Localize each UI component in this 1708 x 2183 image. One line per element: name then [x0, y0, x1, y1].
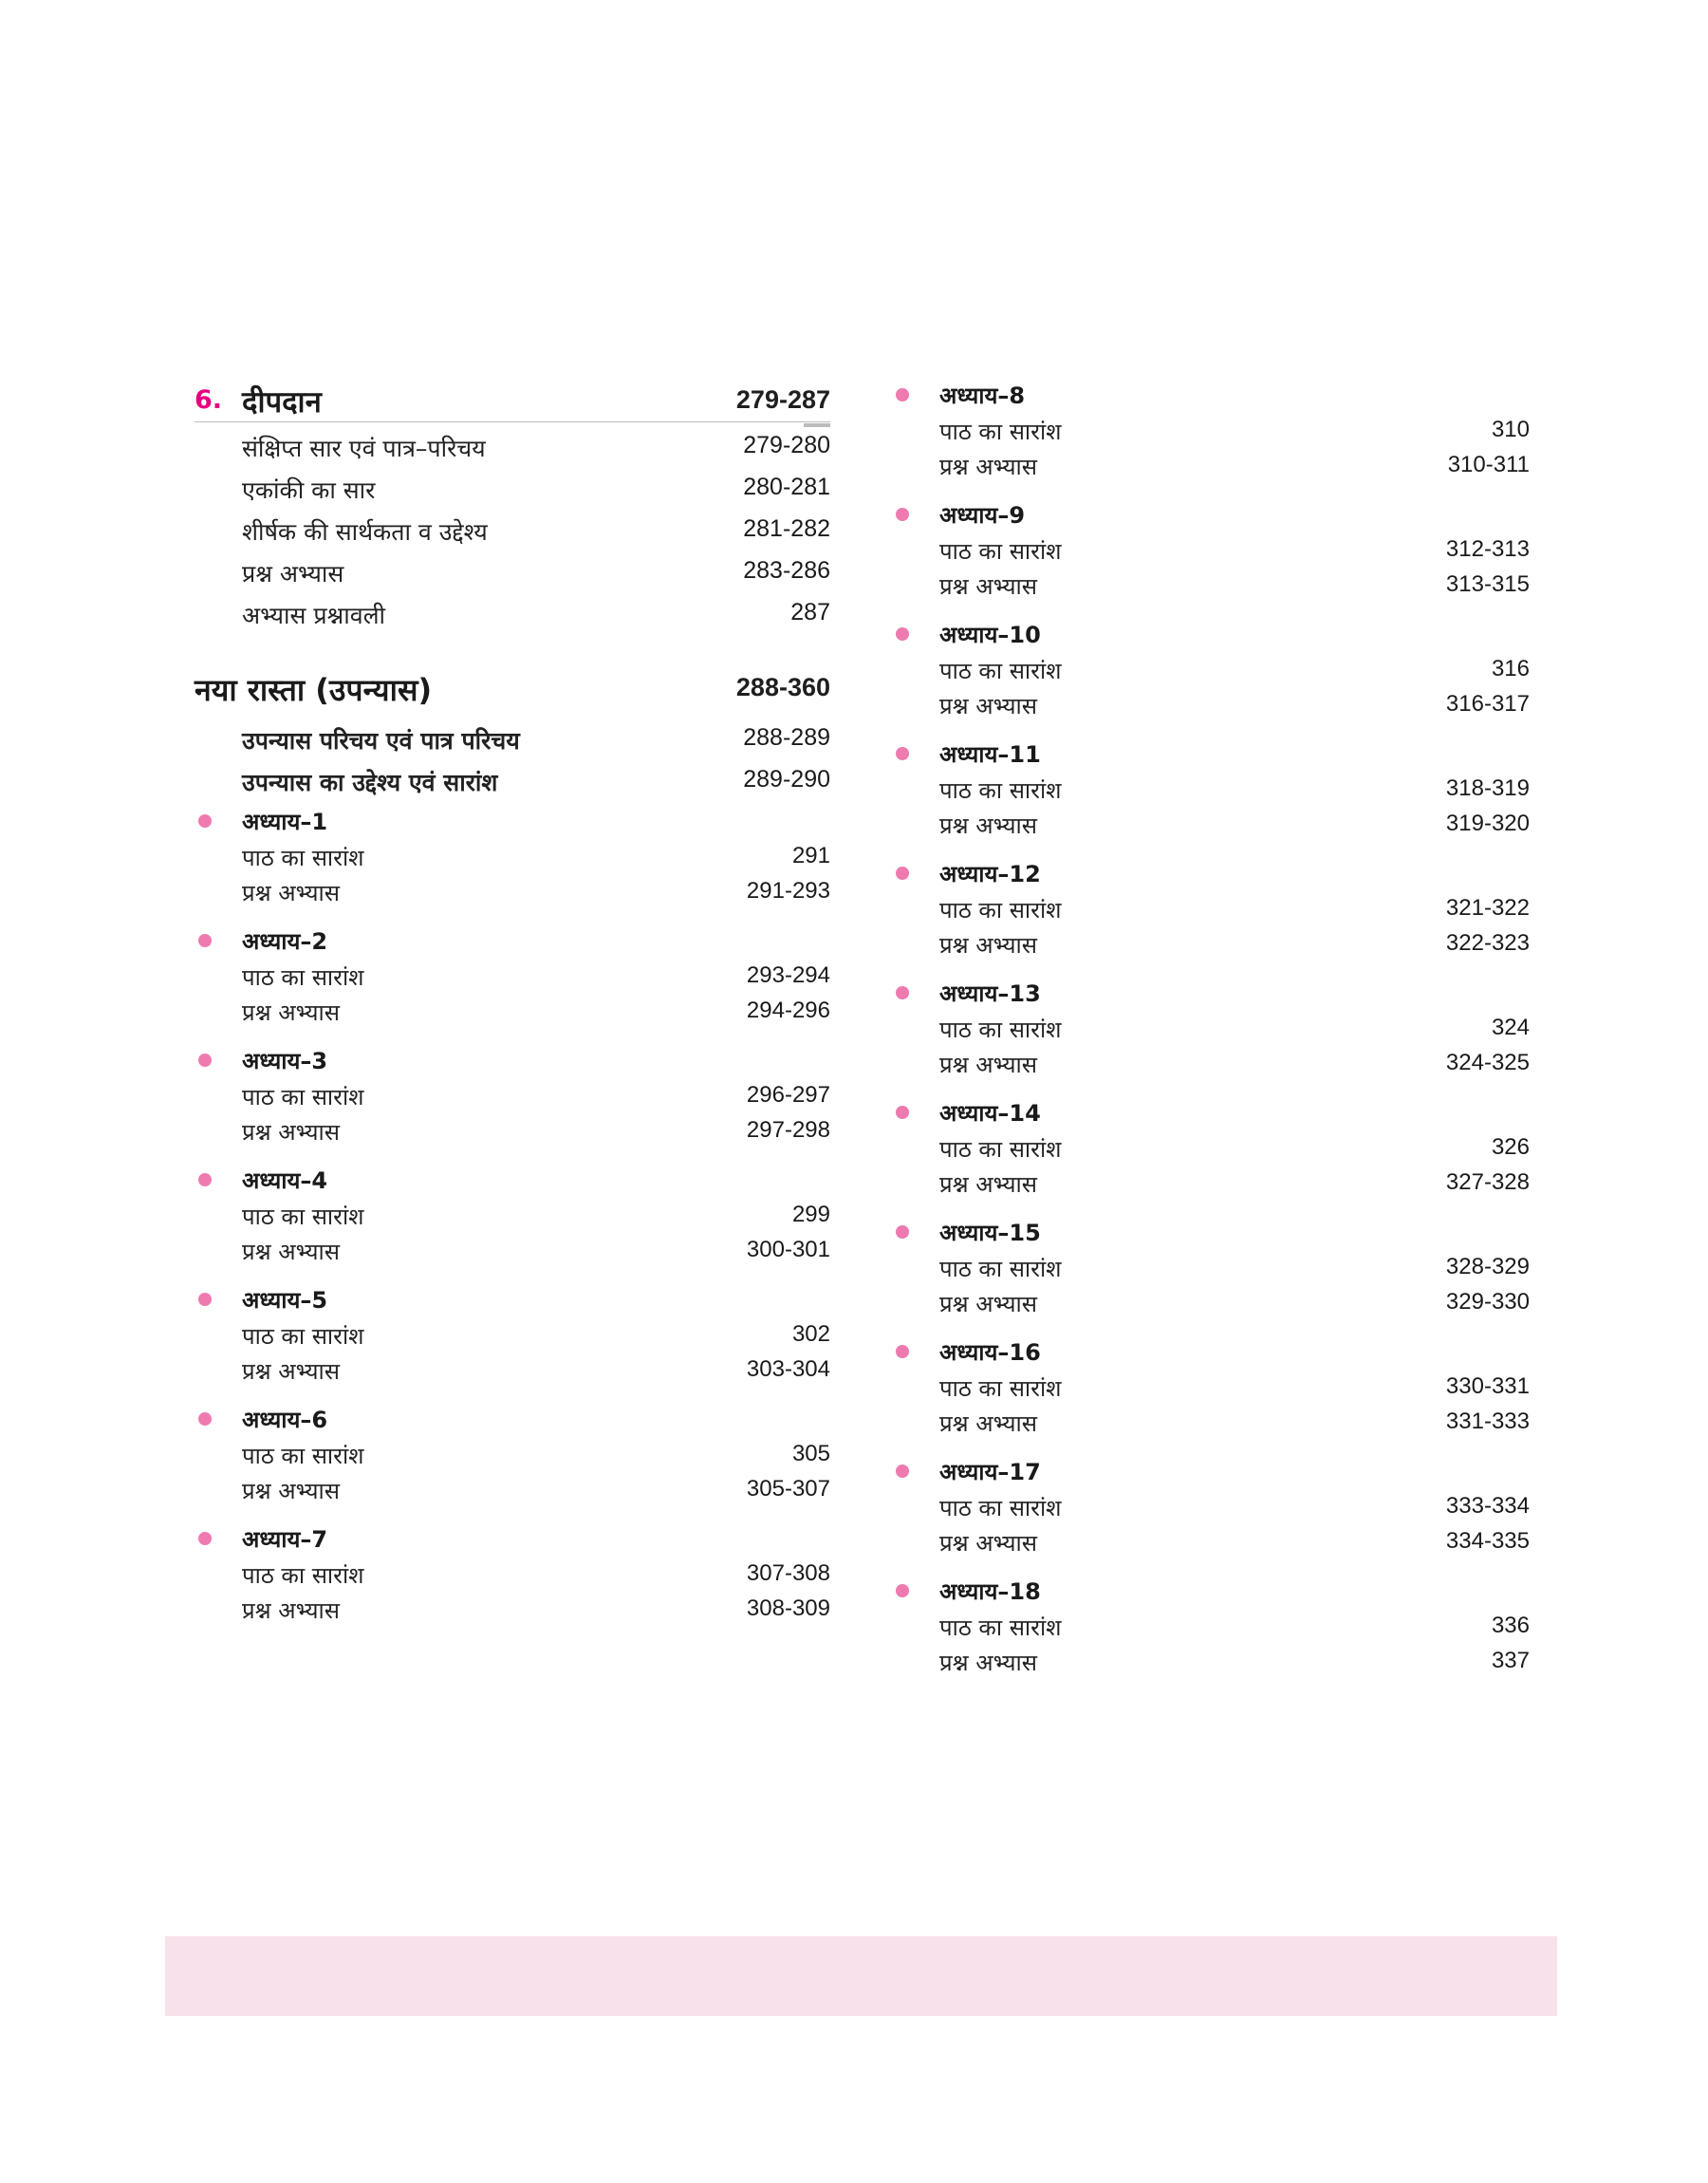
chapter-summary-row[interactable] — [195, 1558, 830, 1593]
bullet-icon — [896, 508, 909, 521]
chapter-summary-row[interactable] — [892, 1012, 1530, 1047]
entry-label: उपन्यास का उद्देश्य एवं सारांश — [242, 769, 498, 796]
entry-pages: 316-317 — [1445, 691, 1530, 717]
entry-pages: 331-333 — [1445, 1409, 1530, 1434]
novel-heading[interactable] — [195, 665, 830, 717]
entry-label: शीर्षक की सार्थकता व उद्देश्य — [242, 518, 488, 546]
chapter-heading[interactable] — [195, 924, 830, 960]
bullet-icon — [896, 1584, 909, 1597]
toc-entry[interactable] — [195, 591, 830, 633]
chapter-heading[interactable] — [892, 1334, 1530, 1371]
chapter-entry — [892, 617, 1530, 723]
entry-label: पाठ का सारांश — [939, 419, 1062, 445]
chapter-heading[interactable] — [195, 804, 830, 840]
bullet-icon — [198, 1532, 212, 1545]
entry-label: प्रश्न अभ्यास — [939, 932, 1037, 959]
chapter-heading[interactable] — [195, 1282, 830, 1318]
entry-pages: 312-313 — [1445, 536, 1530, 562]
bullet-icon — [896, 388, 909, 401]
chapter-exercise-row[interactable] — [892, 1645, 1530, 1680]
entry-pages: 288-289 — [743, 724, 830, 751]
entry-label: प्रश्न अभ्यास — [939, 693, 1037, 719]
chapter-title: अध्याय–2 — [242, 928, 328, 955]
chapter-title: अध्याय–9 — [939, 502, 1026, 529]
entry-pages: 289-290 — [743, 766, 830, 793]
entry-pages: 287 — [790, 599, 830, 625]
chapter-heading[interactable] — [195, 1402, 830, 1438]
entry-pages: 313-315 — [1445, 571, 1530, 597]
entry-label: पाठ का सारांश — [242, 964, 364, 991]
chapter-entry — [195, 1521, 830, 1628]
section-pages: 279-287 — [735, 385, 830, 414]
chapter-entry — [195, 1043, 830, 1149]
entry-pages: 333-334 — [1445, 1493, 1530, 1519]
entry-label: प्रश्न अभ्यास — [939, 1410, 1037, 1437]
entry-pages: 305 — [791, 1441, 830, 1466]
bullet-icon — [896, 747, 909, 760]
chapter-heading[interactable] — [892, 856, 1530, 892]
chapter-heading[interactable] — [892, 378, 1530, 414]
chapter-entry — [195, 1402, 830, 1508]
entry-label: पाठ का सारांश — [939, 538, 1062, 565]
entry-pages: 308-309 — [746, 1595, 830, 1621]
entry-label: प्रश्न अभ्यास — [939, 1171, 1037, 1198]
entry-label: प्रश्न अभ्यास — [939, 1052, 1037, 1078]
entry-pages: 296-297 — [746, 1082, 830, 1108]
chapter-entry — [892, 1334, 1530, 1441]
entry-pages: 279-280 — [743, 432, 830, 458]
chapter-exercise-row[interactable] — [195, 995, 830, 1030]
chapter-title: अध्याय–8 — [939, 382, 1026, 409]
chapter-list-left — [195, 804, 830, 1628]
chapter-entry — [195, 1163, 830, 1269]
entry-pages: 283-286 — [743, 557, 830, 584]
chapter-summary-row[interactable] — [195, 1199, 830, 1234]
entry-pages: 291 — [791, 843, 830, 868]
chapter-entry — [195, 1282, 830, 1389]
chapter-summary-row[interactable] — [892, 653, 1530, 688]
toc-entry[interactable] — [195, 424, 830, 466]
chapter-title: अध्याय–1 — [242, 809, 328, 835]
chapter-heading[interactable] — [892, 1215, 1530, 1251]
entry-pages: 324 — [1491, 1015, 1530, 1040]
chapter-heading[interactable] — [892, 1454, 1530, 1490]
chapter-summary-row[interactable] — [195, 1079, 830, 1114]
section-title: दीपदान — [242, 385, 322, 420]
section-number: 6. — [195, 385, 223, 415]
bullet-icon — [198, 1054, 212, 1067]
chapter-entry — [195, 924, 830, 1030]
bullet-icon — [198, 814, 212, 828]
entry-label: प्रश्न अभ्यास — [242, 1119, 340, 1146]
bullet-icon — [198, 934, 212, 947]
bullet-icon — [896, 1106, 909, 1119]
chapter-exercise-row[interactable] — [195, 1234, 830, 1269]
toc-entry[interactable] — [195, 550, 830, 591]
entry-pages: 299 — [791, 1202, 830, 1227]
entry-label: पाठ का सारांश — [242, 1084, 364, 1110]
chapter-summary-row[interactable] — [892, 1251, 1530, 1286]
entry-label: प्रश्न अभ्यास — [242, 880, 340, 906]
chapter-summary-row[interactable] — [892, 533, 1530, 569]
chapter-title: अध्याय–10 — [939, 622, 1041, 648]
entry-pages: 300-301 — [746, 1237, 830, 1262]
entry-pages: 291-293 — [746, 878, 830, 904]
entry-label: पाठ का सारांश — [939, 897, 1062, 924]
chapter-title: अध्याय–3 — [242, 1048, 328, 1074]
chapter-heading[interactable] — [892, 1574, 1530, 1610]
chapter-exercise-row[interactable] — [195, 1114, 830, 1149]
entry-label: पाठ का सारांश — [939, 658, 1062, 684]
chapter-exercise-row[interactable] — [195, 875, 830, 910]
entry-label: पाठ का सारांश — [939, 1495, 1062, 1521]
entry-label: पाठ का सारांश — [242, 1203, 364, 1230]
entry-label: अभ्यास प्रश्नावली — [242, 602, 386, 629]
chapter-title: अध्याय–15 — [939, 1220, 1041, 1246]
entry-pages: 334-335 — [1445, 1528, 1530, 1554]
chapter-summary-row[interactable] — [892, 1131, 1530, 1166]
chapter-exercise-row[interactable] — [892, 1047, 1530, 1082]
entry-label: प्रश्न अभ्यास — [939, 573, 1037, 600]
chapter-summary-row[interactable] — [892, 1610, 1530, 1645]
entry-pages: 316 — [1491, 656, 1530, 681]
toc-entry[interactable] — [195, 758, 830, 800]
chapter-exercise-row[interactable] — [195, 1473, 830, 1508]
chapter-exercise-row[interactable] — [892, 1166, 1530, 1202]
chapter-entry — [892, 1454, 1530, 1560]
bullet-icon — [896, 627, 909, 641]
chapter-summary-row[interactable] — [892, 892, 1530, 927]
chapter-exercise-row[interactable] — [892, 1525, 1530, 1560]
entry-label: प्रश्न अभ्यास — [939, 812, 1037, 839]
chapter-heading[interactable] — [195, 1163, 830, 1199]
entry-pages: 322-323 — [1445, 930, 1530, 956]
entry-pages: 327-328 — [1445, 1169, 1530, 1195]
entry-label: पाठ का सारांश — [939, 1017, 1062, 1043]
entry-label: उपन्यास परिचय एवं पात्र परिचय — [242, 727, 520, 755]
entry-label: संक्षिप्त सार एवं पात्र–परिचय — [242, 435, 486, 462]
novel-title: नया रास्ता (उपन्यास) — [195, 672, 433, 708]
entry-pages: 326 — [1491, 1134, 1530, 1160]
chapter-exercise-row[interactable] — [892, 449, 1530, 484]
entry-label: पाठ का सारांश — [939, 1375, 1062, 1402]
toc-entry[interactable] — [195, 508, 830, 550]
entry-pages: 328-329 — [1445, 1254, 1530, 1279]
entry-pages: 329-330 — [1445, 1289, 1530, 1315]
entry-pages: 337 — [1491, 1648, 1530, 1673]
chapter-summary-row[interactable] — [892, 773, 1530, 808]
entry-label: पाठ का सारांश — [939, 777, 1062, 804]
chapter-entry — [892, 497, 1530, 604]
chapter-exercise-row[interactable] — [892, 1286, 1530, 1321]
chapter-entry — [892, 856, 1530, 962]
chapter-title: अध्याय–5 — [242, 1287, 328, 1314]
chapter-summary-row[interactable] — [195, 840, 830, 875]
chapter-title: अध्याय–14 — [939, 1100, 1041, 1127]
entry-label: प्रश्न अभ्यास — [242, 999, 340, 1026]
chapter-exercise-row[interactable] — [892, 808, 1530, 843]
entry-pages: 280-281 — [743, 474, 830, 500]
entry-pages: 293-294 — [746, 962, 830, 988]
entry-pages: 297-298 — [746, 1117, 830, 1143]
chapter-summary-row[interactable] — [195, 1318, 830, 1353]
chapter-list-right — [892, 378, 1530, 1680]
chapter-entry — [892, 1095, 1530, 1202]
chapter-exercise-row[interactable] — [892, 927, 1530, 962]
chapter-title: अध्याय–11 — [939, 741, 1041, 768]
chapter-heading[interactable] — [892, 737, 1530, 773]
entry-pages: 330-331 — [1445, 1373, 1530, 1399]
bullet-icon — [198, 1173, 212, 1186]
toc-right-column — [892, 378, 1530, 1693]
chapter-entry — [892, 378, 1530, 484]
section-6-heading[interactable] — [195, 380, 830, 422]
chapter-heading[interactable] — [195, 1043, 830, 1079]
toc-left-column — [195, 380, 830, 1641]
entry-label: पाठ का सारांश — [939, 1256, 1062, 1282]
chapter-entry — [195, 804, 830, 910]
entry-label: प्रश्न अभ्यास — [242, 560, 344, 588]
entry-label: प्रश्न अभ्यास — [939, 1530, 1037, 1557]
entry-pages: 321-322 — [1445, 895, 1530, 921]
chapter-exercise-row[interactable] — [195, 1593, 830, 1628]
chapter-summary-row[interactable] — [892, 1371, 1530, 1406]
bullet-icon — [198, 1293, 212, 1306]
entry-label: प्रश्न अभ्यास — [242, 1597, 340, 1624]
chapter-heading[interactable] — [892, 976, 1530, 1012]
chapter-title: अध्याय–4 — [242, 1167, 328, 1194]
chapter-heading[interactable] — [892, 617, 1530, 653]
chapter-title: अध्याय–17 — [939, 1459, 1041, 1485]
entry-pages: 294-296 — [746, 998, 830, 1023]
bullet-icon — [896, 867, 909, 880]
footer-band — [165, 1936, 1557, 2016]
bullet-icon — [896, 1465, 909, 1478]
entry-pages: 281-282 — [743, 515, 830, 542]
entry-label: प्रश्न अभ्यास — [242, 1358, 340, 1385]
chapter-heading[interactable] — [892, 497, 1530, 533]
chapter-exercise-row[interactable] — [892, 1406, 1530, 1441]
chapter-title: अध्याय–18 — [939, 1578, 1041, 1605]
entry-label: पाठ का सारांश — [242, 845, 364, 871]
bullet-icon — [896, 1225, 909, 1239]
chapter-heading[interactable] — [195, 1521, 830, 1558]
entry-pages: 310 — [1491, 417, 1530, 442]
chapter-summary-row[interactable] — [892, 414, 1530, 449]
entry-pages: 305-307 — [746, 1476, 830, 1502]
chapter-title: अध्याय–6 — [242, 1407, 328, 1433]
entry-pages: 302 — [791, 1321, 830, 1347]
entry-label: एकांकी का सार — [242, 476, 376, 504]
entry-label: पाठ का सारांश — [242, 1443, 364, 1469]
chapter-heading[interactable] — [892, 1095, 1530, 1131]
entry-label: पाठ का सारांश — [242, 1562, 364, 1589]
chapter-exercise-row[interactable] — [892, 569, 1530, 604]
entry-label: पाठ का सारांश — [939, 1136, 1062, 1163]
entry-label: प्रश्न अभ्यास — [939, 454, 1037, 480]
bullet-icon — [896, 986, 909, 999]
novel-pages: 288-360 — [735, 673, 830, 701]
entry-label: प्रश्न अभ्यास — [939, 1291, 1037, 1317]
chapter-entry — [892, 1574, 1530, 1680]
entry-pages: 307-308 — [746, 1560, 830, 1586]
entry-label: पाठ का सारांश — [242, 1323, 364, 1350]
entry-label: पाठ का सारांश — [939, 1614, 1062, 1641]
chapter-title: अध्याय–16 — [939, 1339, 1041, 1366]
chapter-exercise-row[interactable] — [892, 688, 1530, 723]
bullet-icon — [896, 1345, 909, 1358]
chapter-entry — [892, 976, 1530, 1082]
bullet-icon — [198, 1412, 212, 1426]
entry-pages: 324-325 — [1445, 1050, 1530, 1075]
entry-pages: 319-320 — [1445, 811, 1530, 836]
chapter-entry — [892, 1215, 1530, 1321]
chapter-summary-row[interactable] — [195, 1438, 830, 1473]
chapter-title: अध्याय–13 — [939, 980, 1041, 1007]
entry-label: प्रश्न अभ्यास — [939, 1650, 1037, 1676]
chapter-exercise-row[interactable] — [195, 1353, 830, 1389]
entry-label: प्रश्न अभ्यास — [242, 1478, 340, 1504]
chapter-summary-row[interactable] — [195, 960, 830, 995]
entry-pages: 310-311 — [1447, 452, 1530, 477]
entry-pages: 336 — [1491, 1613, 1530, 1638]
chapter-title: अध्याय–7 — [242, 1526, 328, 1553]
entry-label: प्रश्न अभ्यास — [242, 1239, 340, 1265]
chapter-summary-row[interactable] — [892, 1490, 1530, 1525]
chapter-entry — [892, 737, 1530, 843]
toc-entry[interactable] — [195, 466, 830, 508]
entry-pages: 318-319 — [1445, 775, 1530, 801]
chapter-title: अध्याय–12 — [939, 861, 1041, 887]
entry-pages: 303-304 — [746, 1356, 830, 1382]
toc-entry[interactable] — [195, 717, 830, 758]
